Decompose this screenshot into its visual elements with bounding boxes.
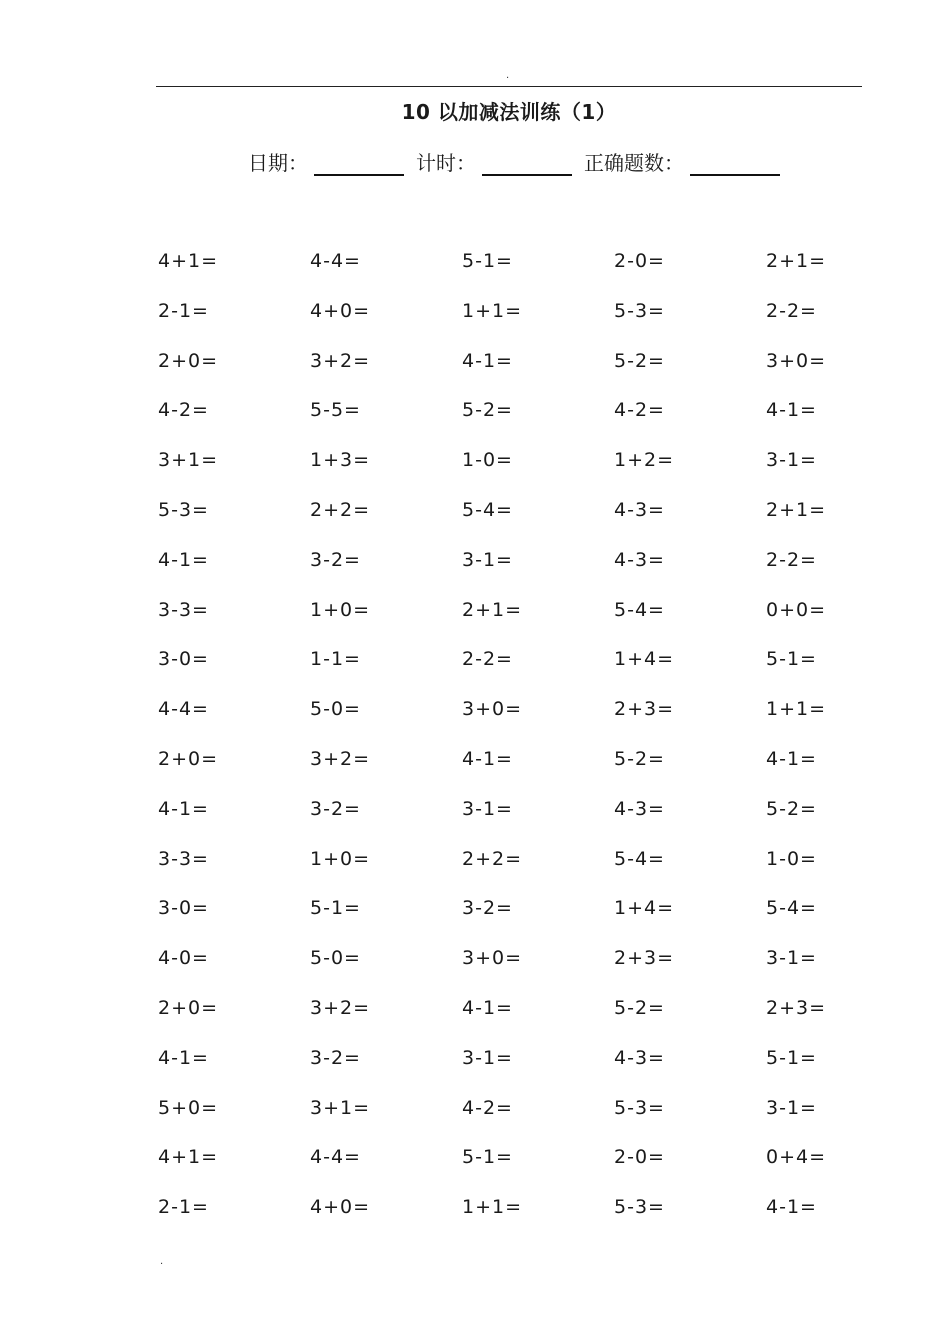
problem-cell: 2+0= xyxy=(158,349,219,372)
problem-cell: 4-2= xyxy=(614,399,665,422)
problem-cell: 5-4= xyxy=(614,598,665,621)
problem-cell: 3+0= xyxy=(462,947,523,970)
problem-grid xyxy=(158,248,918,1244)
problem-cell: 4-1= xyxy=(766,747,817,770)
correct-count-blank[interactable] xyxy=(690,174,780,176)
problem-cell: 3-1= xyxy=(766,947,817,970)
time-field xyxy=(416,148,572,178)
problem-cell: 4-3= xyxy=(614,1046,665,1069)
problem-cell: 3-2= xyxy=(462,897,513,920)
worksheet-title: 10 以加减法训练（1） xyxy=(401,100,617,124)
problem-cell: 1+1= xyxy=(766,698,827,721)
problem-cell: 3+2= xyxy=(310,747,371,770)
problem-cell: 3-1= xyxy=(462,797,513,820)
problem-cell: 2+3= xyxy=(614,698,675,721)
problem-cell: 2-2= xyxy=(766,548,817,571)
problem-cell: 5-2= xyxy=(614,349,665,372)
problem-cell: 3-0= xyxy=(158,648,209,671)
problem-cell: 1+4= xyxy=(614,897,675,920)
header-rule xyxy=(156,86,862,87)
problem-cell: 3-2= xyxy=(310,548,361,571)
problem-cell: 3+2= xyxy=(310,996,371,1019)
problem-cell: 2+1= xyxy=(766,250,827,272)
problem-cell: 4+0= xyxy=(310,1196,371,1219)
problem-cell: 2+1= xyxy=(462,598,523,621)
problem-cell: 1+4= xyxy=(614,648,675,671)
problem-cell: 2+0= xyxy=(158,996,219,1019)
problem-cell: 3-2= xyxy=(310,1046,361,1069)
problem-cell: 4-2= xyxy=(158,399,209,422)
problem-cell: 0+4= xyxy=(766,1146,827,1169)
problem-cell: 4-3= xyxy=(614,498,665,521)
problem-cell: 5-3= xyxy=(614,299,665,322)
problem-cell: 5-2= xyxy=(614,747,665,770)
problem-cell: 4-0= xyxy=(158,947,209,970)
problem-cell: 2+3= xyxy=(766,996,827,1019)
problem-cell: 5-1= xyxy=(462,250,513,272)
problem-cell: 3+1= xyxy=(310,1096,371,1119)
problem-cell: 1-1= xyxy=(310,648,361,671)
problem-cell: 5+0= xyxy=(158,1096,219,1119)
problem-cell: 5-0= xyxy=(310,698,361,721)
problem-cell: 2-1= xyxy=(158,1196,209,1219)
problem-cell: 1+0= xyxy=(310,847,371,870)
problem-cell: 1+1= xyxy=(462,299,523,322)
problem-cell: 4-4= xyxy=(158,698,209,721)
problem-cell: 1-0= xyxy=(766,847,817,870)
problem-cell: 5-1= xyxy=(462,1146,513,1169)
problem-cell: 5-2= xyxy=(462,399,513,422)
problem-cell: 2+1= xyxy=(766,498,827,521)
date-label: 日期： xyxy=(248,151,308,175)
problem-cell: 2-1= xyxy=(158,299,209,322)
problem-cell: 3-2= xyxy=(310,797,361,820)
problem-cell: 5-4= xyxy=(614,847,665,870)
problem-cell: 0+0= xyxy=(766,598,827,621)
problem-cell: 4-1= xyxy=(462,996,513,1019)
problem-cell: 2+0= xyxy=(158,747,219,770)
problem-cell: 5-4= xyxy=(766,897,817,920)
problem-cell: 5-3= xyxy=(614,1196,665,1219)
problem-cell: 5-2= xyxy=(766,797,817,820)
correct-count-field xyxy=(584,148,780,178)
problem-cell: 2+2= xyxy=(310,498,371,521)
problem-cell: 3+0= xyxy=(462,698,523,721)
problem-cell: 4+1= xyxy=(158,250,219,272)
problem-cell: 1+1= xyxy=(462,1196,523,1219)
problem-cell: 2+3= xyxy=(614,947,675,970)
problem-cell: 4-3= xyxy=(614,797,665,820)
problem-cell: 3-0= xyxy=(158,897,209,920)
time-blank[interactable] xyxy=(482,174,572,176)
problem-cell: 5-4= xyxy=(462,498,513,521)
problem-cell: 4-4= xyxy=(310,250,361,272)
problem-cell: 3+0= xyxy=(766,349,827,372)
problem-cell: 2-0= xyxy=(614,250,665,272)
footer-dot: . xyxy=(160,1256,164,1267)
problem-cell: 4-1= xyxy=(766,1196,817,1219)
problem-cell: 2-2= xyxy=(462,648,513,671)
problem-cell: 4-1= xyxy=(158,1046,209,1069)
problem-cell: 3-1= xyxy=(766,449,817,472)
problem-cell: 3-3= xyxy=(158,598,209,621)
date-field xyxy=(248,148,404,178)
problem-cell: 3+1= xyxy=(158,449,219,472)
problem-cell: 3-3= xyxy=(158,847,209,870)
problem-cell: 4+0= xyxy=(310,299,371,322)
problem-cell: 1+2= xyxy=(614,449,675,472)
time-label: 计时： xyxy=(416,151,476,175)
problem-cell: 4-1= xyxy=(158,548,209,571)
problem-cell: 4-1= xyxy=(462,349,513,372)
problem-cell: 4-1= xyxy=(766,399,817,422)
problem-cell: 2+2= xyxy=(462,847,523,870)
problem-cell: 5-3= xyxy=(614,1096,665,1119)
problem-cell: 4-1= xyxy=(462,747,513,770)
problem-cell: 4-1= xyxy=(158,797,209,820)
problem-cell: 5-1= xyxy=(766,648,817,671)
problem-cell: 5-5= xyxy=(310,399,361,422)
problem-cell: 5-1= xyxy=(310,897,361,920)
problem-cell: 5-2= xyxy=(614,996,665,1019)
problem-cell: 1-0= xyxy=(462,449,513,472)
problem-cell: 3-1= xyxy=(462,1046,513,1069)
problem-cell: 1+0= xyxy=(310,598,371,621)
problem-cell: 4-2= xyxy=(462,1096,513,1119)
problem-cell: 5-3= xyxy=(158,498,209,521)
problem-cell: 1+3= xyxy=(310,449,371,472)
problem-cell: 4+1= xyxy=(158,1146,219,1169)
problem-cell: 2-0= xyxy=(614,1146,665,1169)
problem-cell: 5-1= xyxy=(766,1046,817,1069)
problem-cell: 4-4= xyxy=(310,1146,361,1169)
problem-cell: 3+2= xyxy=(310,349,371,372)
problem-cell: 2-2= xyxy=(766,299,817,322)
meta-row xyxy=(248,146,780,178)
problem-cell: 5-0= xyxy=(310,947,361,970)
header-dot: . xyxy=(506,70,510,81)
problem-cell: 4-3= xyxy=(614,548,665,571)
date-blank[interactable] xyxy=(314,174,404,176)
problem-cell: 3-1= xyxy=(766,1096,817,1119)
correct-count-label: 正确题数： xyxy=(584,151,684,175)
problem-cell: 3-1= xyxy=(462,548,513,571)
